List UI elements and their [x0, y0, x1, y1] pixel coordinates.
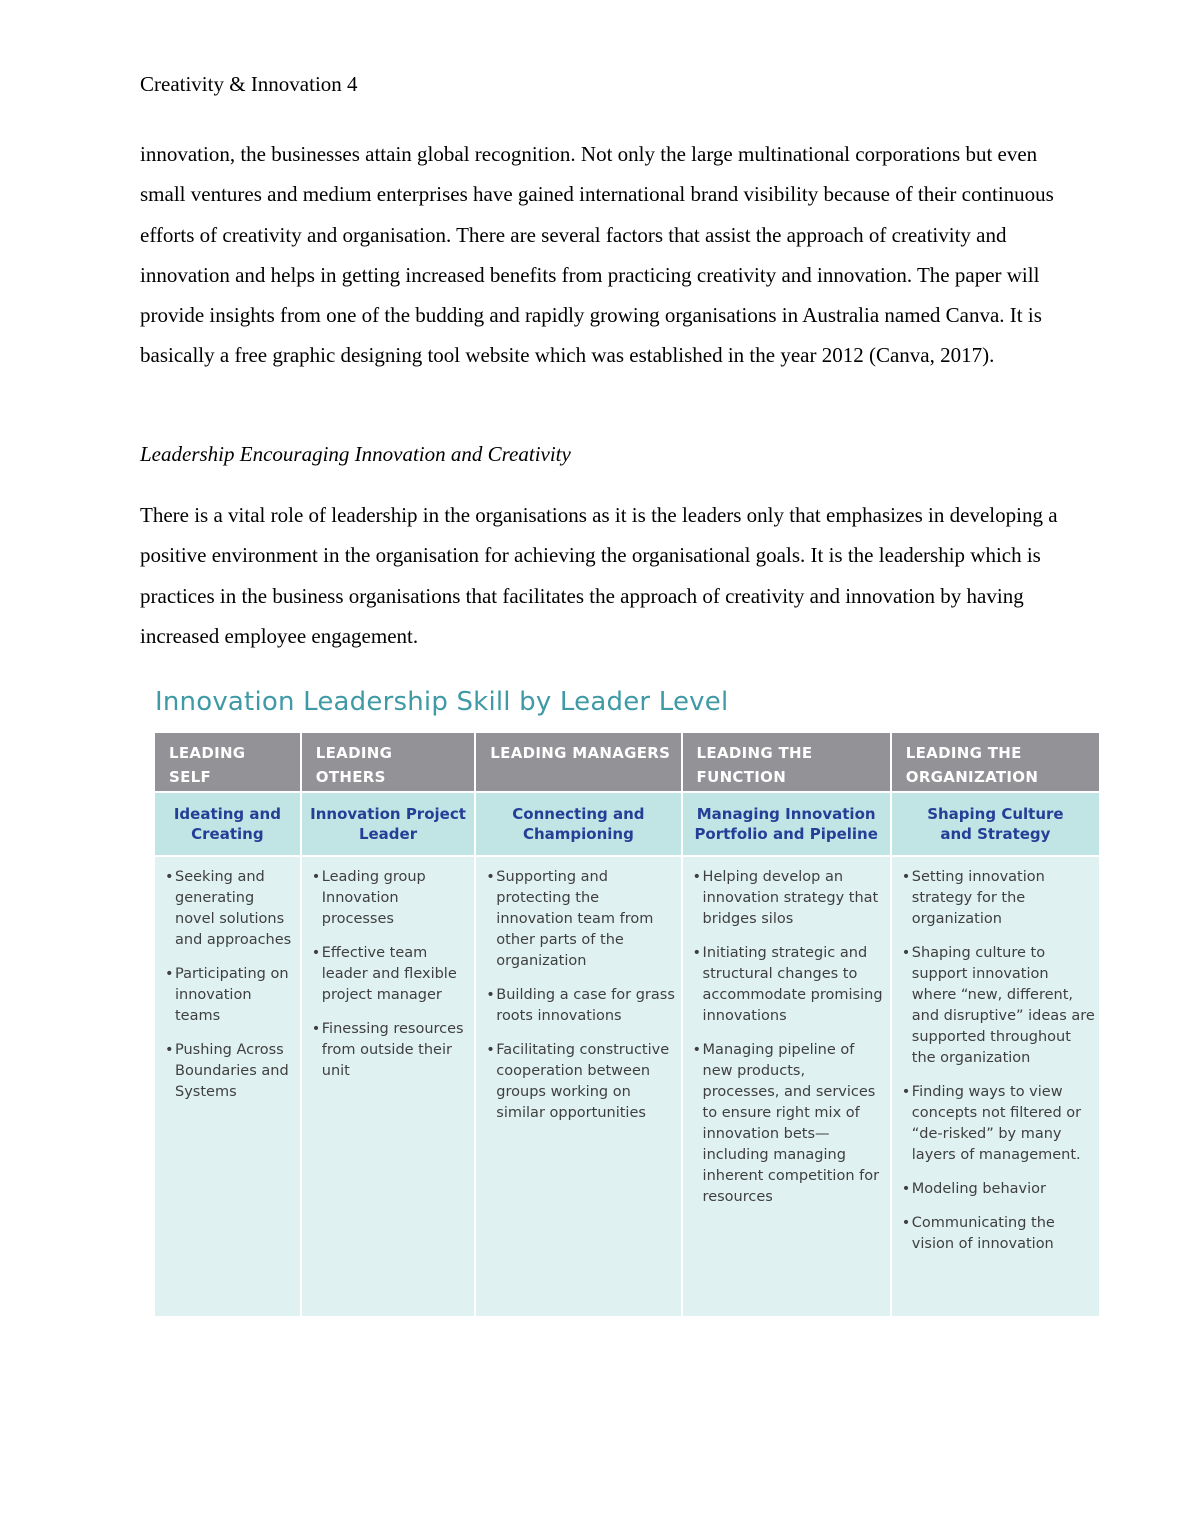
column-header: LEADING OTHERS — [302, 733, 475, 793]
column-body — [476, 857, 680, 1316]
column-body — [155, 857, 300, 1316]
section-heading: Leadership Encouraging Innovation and Creativity — [140, 442, 571, 466]
leader-level-table — [155, 733, 1099, 1316]
list-item: • Supporting and protecting the innovation team from other parts of the organization — [486, 867, 676, 972]
column-leading-others — [302, 733, 477, 1316]
list-item: • Effective team leader and flexible project manager — [312, 943, 471, 1006]
leadership-paragraph-text: There is a vital role of leadership in the organisations as it is the leaders only that emphasizes in developing a positive environment in the organisation for achieving the organisational goals. It is the leadership which is practices in the business organisations that facilitates the approach of creativity and innovation by having increased employee engagement. — [140, 503, 1058, 648]
leadership-paragraph — [140, 495, 1060, 656]
list-item: • Participating on innovation teams — [165, 964, 296, 1027]
list-item: • Shaping culture to support innovation where “new, different, and disruptive” ideas are supported throughout the organization — [902, 943, 1095, 1069]
list-item: • Pushing Across Boundaries and Systems — [165, 1040, 296, 1103]
list-item: • Finessing resources from outside their unit — [312, 1019, 471, 1082]
leadership-skill-figure — [155, 683, 1099, 1316]
column-subheader: Innovation Project Leader — [302, 793, 475, 857]
list-item: • Setting innovation strategy for the organization — [902, 867, 1095, 930]
list-item: • Finding ways to view concepts not filtered or “de-risked” by many layers of management. — [902, 1082, 1095, 1166]
column-leading-the-organization — [892, 733, 1099, 1316]
figure-title: Innovation Leadership Skill by Leader Level — [155, 687, 729, 717]
column-subheader: Ideating and Creating — [155, 793, 300, 857]
list-item: • Leading group Innovation processes — [312, 867, 471, 930]
column-leading-the-function — [683, 733, 892, 1316]
list-item: • Seeking and generating novel solutions and approaches — [165, 867, 296, 951]
running-head: Creativity & Innovation 4 — [140, 72, 358, 96]
column-leading-self — [155, 733, 302, 1316]
list-item: • Modeling behavior — [902, 1179, 1095, 1200]
column-body — [892, 857, 1099, 1316]
column-subheader: Connecting and Championing — [476, 793, 680, 857]
list-item: • Initiating strategic and structural changes to accommodate promising innovations — [693, 943, 886, 1027]
column-leading-managers — [476, 733, 682, 1316]
list-item: • Communicating the vision of innovation — [902, 1213, 1095, 1255]
column-body — [683, 857, 890, 1316]
column-header: LEADING MANAGERS — [476, 733, 680, 793]
list-item: • Helping develop an innovation strategy that bridges silos — [693, 867, 886, 930]
intro-paragraph — [140, 134, 1060, 376]
column-subheader: Managing Innovation Portfolio and Pipeline — [683, 793, 890, 857]
column-header: LEADING THE ORGANIZATION — [892, 733, 1099, 793]
list-item: • Managing pipeline of new products, processes, and services to ensure right mix of innovation bets—including managing inherent competition for resources — [693, 1040, 886, 1208]
list-item: • Facilitating constructive cooperation between groups working on similar opportunities — [486, 1040, 676, 1124]
intro-paragraph-text: innovation, the businesses attain global recognition. Not only the large multinational corporations but even small ventures and medium enterprises have gained international brand visibility because of their continuous efforts of creativity and organisation. There are several factors that assist the approach of creativity and innovation and helps in getting increased benefits from practicing creativity and innovation. The paper will provide insights from one of the budding and rapidly growing organisations in Australia named Canva. It is basically a free graphic designing tool website which was established in the year 2012 (Canva, 2017). — [140, 142, 1054, 368]
column-subheader: Shaping Culture and Strategy — [892, 793, 1099, 857]
list-item: • Building a case for grass roots innovations — [486, 985, 676, 1027]
column-body — [302, 857, 475, 1316]
column-header: LEADING THE FUNCTION — [683, 733, 890, 793]
column-header: LEADING SELF — [155, 733, 300, 793]
